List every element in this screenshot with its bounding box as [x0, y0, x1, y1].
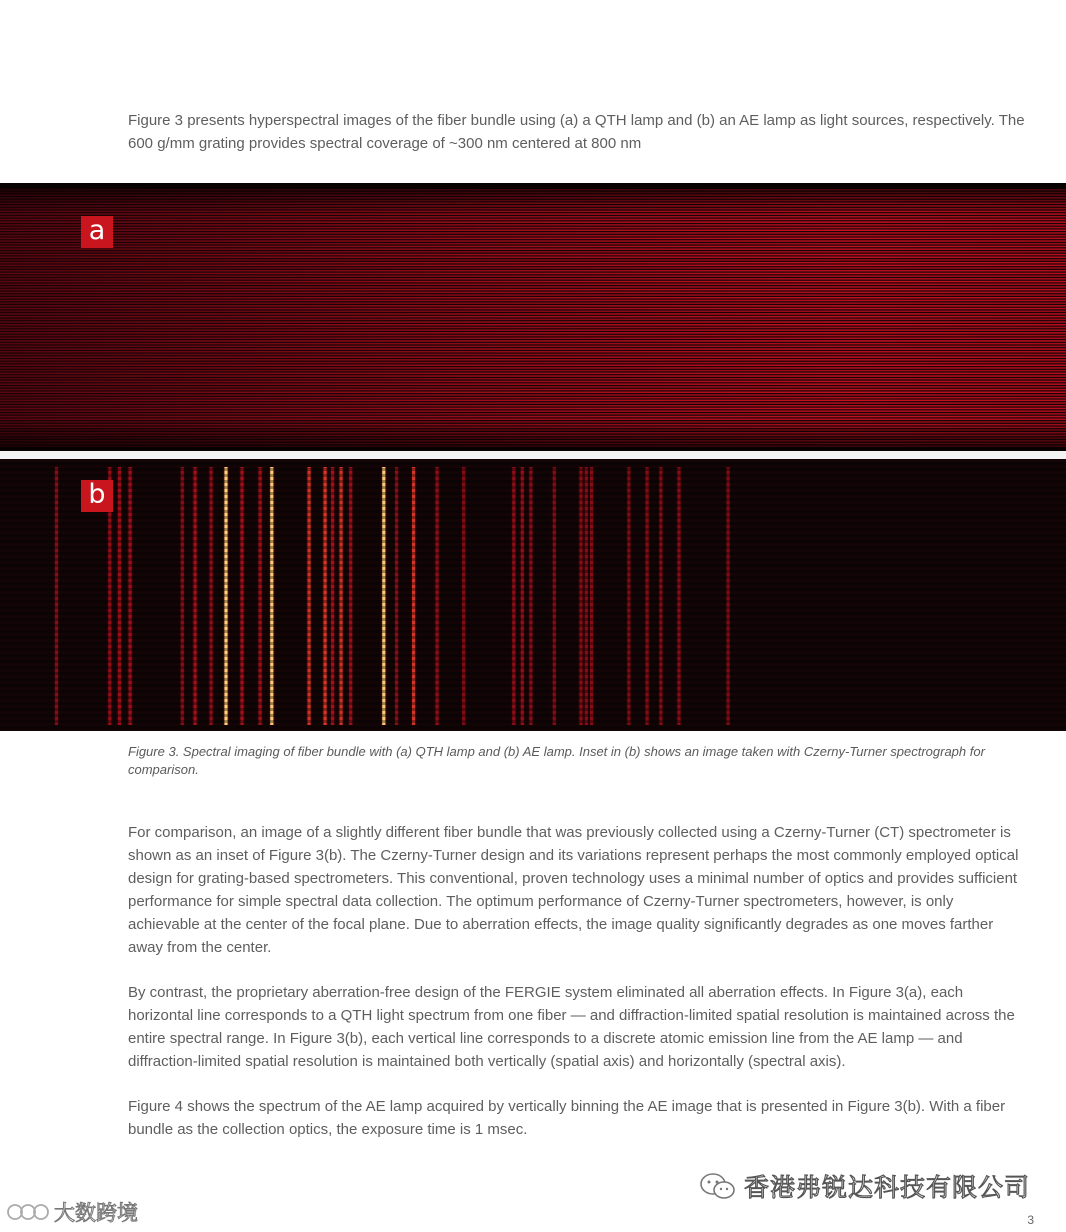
- intro-paragraph: Figure 3 presents hyperspectral images of the fiber bundle using (a) a QTH lamp and (b) an AE lamp as light sources, respectively. The 600 g/mm grating provides spectral coverage of ~300 nm centered at 800 nm: [128, 112, 1025, 152]
- body-paragraph-3: Figure 4 shows the spectrum of the AE lamp acquired by vertically binning the AE image that is presented in Figure 3(b). With a fiber bundle as the collection optics, the exposure time is 1 msec.: [128, 1098, 1006, 1138]
- ae-lamp-image: [0, 459, 1066, 731]
- site-watermark: [6, 1197, 138, 1227]
- company-watermark: [698, 1168, 1030, 1204]
- panel-divider: [0, 451, 1066, 459]
- figure-caption: Figure 3. Spectral imaging of fiber bundle with (a) QTH lamp and (b) AE lamp. Inset in (b) shows an image taken with Czerny-Turner spectrograph for comparison.: [128, 744, 985, 777]
- body-paragraph-2: By contrast, the proprietary aberration-free design of the FERGIE system eliminated all aberration effects. In Figure 3(a), each horizontal line corresponds to a QTH light spectrum from one fiber — and diffraction-limited spatial resolution is maintained across the entire spectral range. In Figure 3(b), each vertical line corresponds to a discrete atomic emission line from the AE lamp — and diffraction-limited spatial resolution is maintained both vertically (spatial axis) and horizontally (spectral axis).: [128, 984, 1015, 1070]
- qth-lamp-image: [0, 183, 1066, 451]
- page-number: 3: [1027, 1213, 1034, 1227]
- fiber-texture: [0, 459, 1066, 731]
- site-watermark-text: 大数跨境: [54, 1201, 138, 1225]
- body-paragraph-1: For comparison, an image of a slightly different fiber bundle that was previously collected using a Czerny-Turner (CT) spectrometer is shown as an inset of Figure 3(b). The Czerny-Turner design and its variations represent perhaps the most commonly employed optical design for grating-based spectrometers. This conventional, proven technology uses a minimal number of optics and provides sufficient performance for simple spectral data collection. The optimum performance of Czerny-Turner spectrometers, however, is only achievable at the center of the focal plane. Due to aberration effects, the image quality significantly degrades as one moves farther away from the center.: [128, 824, 1019, 956]
- panel-b-label: b: [81, 480, 113, 512]
- panel-a-label: a: [81, 216, 113, 248]
- qth-spectrum-graphic: [0, 183, 1066, 451]
- site-logo-icon: [6, 1199, 50, 1225]
- wechat-icon: [698, 1171, 738, 1201]
- edge-shading: [0, 183, 1066, 451]
- ae-spectrum-graphic: [0, 459, 1066, 731]
- company-watermark-text: 香港弗锐达科技有限公司: [743, 1173, 1030, 1202]
